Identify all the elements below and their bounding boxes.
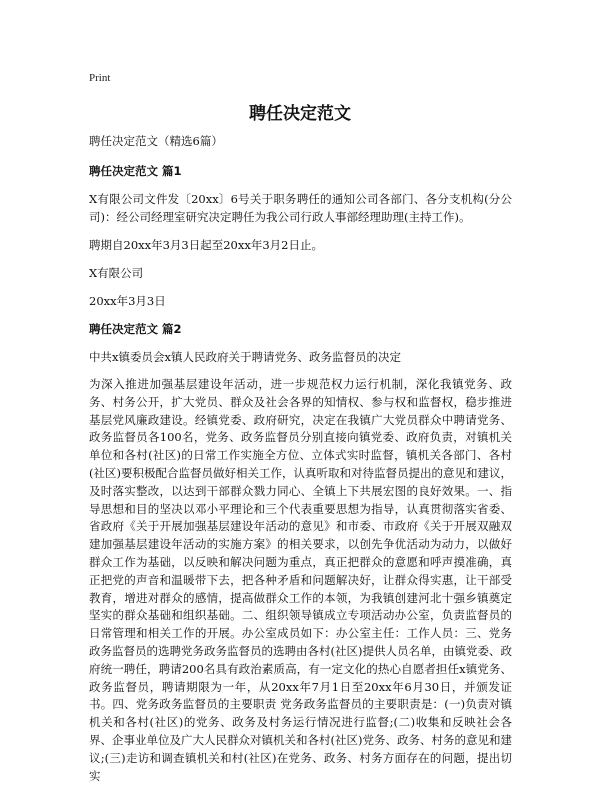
document-body [89,132,512,785]
print-label: Print [89,72,111,84]
paragraph: 聘期自20xx年3月3日起至20xx年3月2日止。 [89,238,323,252]
section-heading: 聘任决定范文 篇1 [89,164,182,178]
paragraph: X有限公司 [89,266,144,280]
paragraph: X有限公司文件发〔20xx〕6号关于职务聘任的通知公司各部门、各分支机构(分公司)：经公司经理室研究决定聘任为我公司行政人事部经理助理(主持工作)。 [89,192,512,224]
page-title: 聘任决定范文 [249,104,351,124]
document-subtitle: 聘任决定范文（精选6篇） [89,134,223,148]
section-heading: 聘任决定范文 篇2 [89,322,182,336]
paragraph: 中共x镇委员会x镇人民政府关于聘请党务、政务监督员的决定 [89,350,401,364]
paragraph: 为深入推进加强基层建设年活动，进一步规范权力运行机制，深化我镇党务、政务、村务公开，扩大党员、群众及社会各界的知情权、参与权和监督权，稳步推进基层党风廉政建设。经镇党委、政府研究，决定在我镇广大党员群众中聘请党务、政务监督员各100名，党务、政务监督员分别直接向镇党委、政府负责，对镇机关单位和各村(社区)的日常工作实施全方位、立体式实时监督，镇机关各部门、各村(社区)要积极配合监督员做好相关工作，认真听取和对待监督员提出的意见和建议，及时落实整改，以达到干部群众戮力同心、全镇上下共展宏图的良好效果。一、指导思想和目的坚决以邓小平理论和三个代表重要思想为指导，认真贯彻落实省委、省政府《关于开展加强基层建设年活动的意见》和市委、市政府《关于开展双融双建加强基层建设年活动的实施方案》的相关要求，以创先争优活动为动力，以做好群众工作为基础，以反映和解决问题为重点，真正把群众的意愿和呼声摸准确，真正把党的声音和温暖带下去，把各种矛盾和问题解决好，让群众得实惠，让干部受教育，增进对群众的感情，提高做群众工作的本领，为我镇创建河北十强乡镇奠定坚实的群众基础和组织基础。二、组织领导镇成立专项活动办公室，负责监督员的日常管理和相关工作的开展。办公室成员如下：办公室主任：工作人员：三、党务政务监督员的选聘党务政务监督员的选聘由各村(社区)提供人员名单，由镇党委、政府统一聘任，聘请200名具有政治素质高，有一定文化的热心自愿者担任x镇党务、政务监督员，聘请期限为一年，从20xx年7月1日至20xx年6月30日，并颁发证书。四、党务政务监督员的主要职责 党务政务监督员的主要职责是：(一)负责对镇机关和各村(社区)的党务、政务及村务运行情况进行监督;(二)收集和反映社会各界、企事业单位及广大人民群众对镇机关和各村(社区)党务、政务、村务的意见和建议;(三)走访和调查镇机关和村(社区)在党务、政务、村务方面存在的问题，提出切实 [89,377,512,783]
paragraph: 20xx年3月3日 [89,294,166,308]
